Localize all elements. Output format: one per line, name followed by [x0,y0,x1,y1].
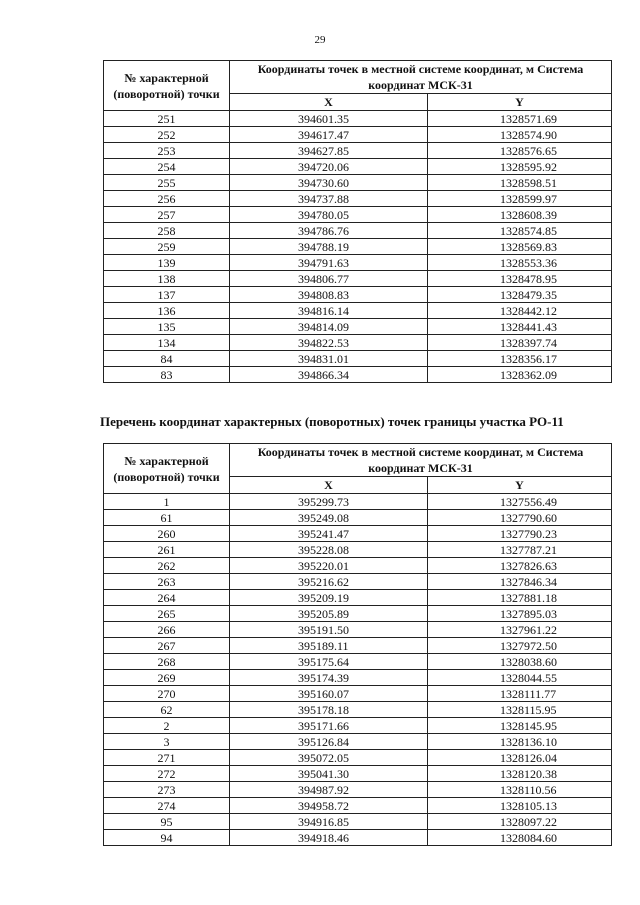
header-y: Y [428,477,612,494]
y-coordinate-cell: 1327826.63 [428,558,612,574]
y-coordinate-cell: 1327790.23 [428,526,612,542]
y-coordinate-cell: 1328574.85 [428,223,612,239]
y-coordinate-cell: 1328115.95 [428,702,612,718]
table-row [104,622,612,638]
table-row [104,367,612,383]
x-coordinate-cell: 395126.84 [230,734,428,750]
point-number-cell: 270 [104,686,230,702]
point-number-cell: 265 [104,606,230,622]
table-row [104,335,612,351]
y-coordinate-cell: 1327895.03 [428,606,612,622]
y-coordinate-cell: 1328569.83 [428,239,612,255]
x-coordinate-cell: 395041.30 [230,766,428,782]
point-number-cell: 84 [104,351,230,367]
y-coordinate-cell: 1328599.97 [428,191,612,207]
x-coordinate-cell: 395205.89 [230,606,428,622]
y-coordinate-cell: 1328441.43 [428,319,612,335]
table-row [104,782,612,798]
x-coordinate-cell: 395209.19 [230,590,428,606]
table-row [104,638,612,654]
y-coordinate-cell: 1328397.74 [428,335,612,351]
y-coordinate-cell: 1327787.21 [428,542,612,558]
y-coordinate-cell: 1328110.56 [428,782,612,798]
x-coordinate-cell: 395160.07 [230,686,428,702]
y-coordinate-cell: 1328553.36 [428,255,612,271]
point-number-cell: 138 [104,271,230,287]
y-coordinate-cell: 1328442.12 [428,303,612,319]
x-coordinate-cell: 394816.14 [230,303,428,319]
point-number-cell: 95 [104,814,230,830]
table-row [104,654,612,670]
table-row [104,686,612,702]
y-coordinate-cell: 1328105.13 [428,798,612,814]
point-number-cell: 252 [104,127,230,143]
x-coordinate-cell: 395171.66 [230,718,428,734]
y-coordinate-cell: 1327846.34 [428,574,612,590]
table-row [104,351,612,367]
header-coordinates: Координаты точек в местной системе координат, м Система координат МСК-31 [230,444,612,477]
point-number-cell: 61 [104,510,230,526]
y-coordinate-cell: 1328362.09 [428,367,612,383]
x-coordinate-cell: 394730.60 [230,175,428,191]
point-number-cell: 253 [104,143,230,159]
x-coordinate-cell: 395241.47 [230,526,428,542]
x-coordinate-cell: 394627.85 [230,143,428,159]
page-number: 29 [314,34,326,46]
x-coordinate-cell: 395189.11 [230,638,428,654]
table-row [104,255,612,271]
point-number-cell: 256 [104,191,230,207]
point-number-cell: 3 [104,734,230,750]
point-number-cell: 254 [104,159,230,175]
point-number-cell: 137 [104,287,230,303]
x-coordinate-cell: 394786.76 [230,223,428,239]
x-coordinate-cell: 394822.53 [230,335,428,351]
x-coordinate-cell: 395228.08 [230,542,428,558]
y-coordinate-cell: 1328038.60 [428,654,612,670]
x-coordinate-cell: 394617.47 [230,127,428,143]
y-coordinate-cell: 1328126.04 [428,750,612,766]
point-number-cell: 273 [104,782,230,798]
section-title: Перечень координат характерных (поворотных) точек границы участка РО-11 [100,414,564,429]
header-x: X [230,477,428,494]
point-number-cell: 139 [104,255,230,271]
y-coordinate-cell: 1328478.95 [428,271,612,287]
x-coordinate-cell: 394780.05 [230,207,428,223]
point-number-cell: 136 [104,303,230,319]
y-coordinate-cell: 1328574.90 [428,127,612,143]
y-coordinate-cell: 1328571.69 [428,111,612,127]
point-number-cell: 257 [104,207,230,223]
y-coordinate-cell: 1327556.49 [428,494,612,510]
point-number-cell: 251 [104,111,230,127]
y-coordinate-cell: 1328576.65 [428,143,612,159]
table-row [104,798,612,814]
point-number-cell: 272 [104,766,230,782]
point-number-cell: 261 [104,542,230,558]
table-row [104,574,612,590]
y-coordinate-cell: 1328097.22 [428,814,612,830]
y-coordinate-cell: 1327790.60 [428,510,612,526]
y-coordinate-cell: 1328356.17 [428,351,612,367]
x-coordinate-cell: 395174.39 [230,670,428,686]
point-number-cell: 269 [104,670,230,686]
point-number-cell: 83 [104,367,230,383]
x-coordinate-cell: 394814.09 [230,319,428,335]
y-coordinate-cell: 1328111.77 [428,686,612,702]
x-coordinate-cell: 395191.50 [230,622,428,638]
table-row [104,223,612,239]
table-row [104,303,612,319]
point-number-cell: 274 [104,798,230,814]
coordinates-table-2 [103,443,612,846]
x-coordinate-cell: 394720.06 [230,159,428,175]
header-point-number: № характерной (поворотной) точки [104,61,230,111]
header-x: X [230,94,428,111]
table-row [104,542,612,558]
table-row [104,494,612,510]
point-number-cell: 271 [104,750,230,766]
point-number-cell: 135 [104,319,230,335]
table-row [104,287,612,303]
y-coordinate-cell: 1328595.92 [428,159,612,175]
point-number-cell: 268 [104,654,230,670]
header-coordinates: Координаты точек в местной системе координат, м Система координат МСК-31 [230,61,612,94]
x-coordinate-cell: 394788.19 [230,239,428,255]
table-row [104,606,612,622]
x-coordinate-cell: 395072.05 [230,750,428,766]
x-coordinate-cell: 395175.64 [230,654,428,670]
point-number-cell: 259 [104,239,230,255]
x-coordinate-cell: 395178.18 [230,702,428,718]
point-number-cell: 1 [104,494,230,510]
table-row [104,702,612,718]
table-row [104,510,612,526]
table-row [104,558,612,574]
coordinates-table-1 [103,60,612,383]
y-coordinate-cell: 1327961.22 [428,622,612,638]
point-number-cell: 264 [104,590,230,606]
table-row [104,191,612,207]
table-row [104,718,612,734]
x-coordinate-cell: 395249.08 [230,510,428,526]
point-number-cell: 258 [104,223,230,239]
table-row [104,814,612,830]
point-number-cell: 260 [104,526,230,542]
point-number-cell: 266 [104,622,230,638]
table-row [104,670,612,686]
point-number-cell: 267 [104,638,230,654]
x-coordinate-cell: 394791.63 [230,255,428,271]
x-coordinate-cell: 395216.62 [230,574,428,590]
x-coordinate-cell: 394958.72 [230,798,428,814]
table-row [104,111,612,127]
table-row [104,830,612,846]
y-coordinate-cell: 1328120.38 [428,766,612,782]
table-row [104,319,612,335]
x-coordinate-cell: 394601.35 [230,111,428,127]
point-number-cell: 2 [104,718,230,734]
table-row [104,590,612,606]
table-row [104,159,612,175]
x-coordinate-cell: 395299.73 [230,494,428,510]
point-number-cell: 255 [104,175,230,191]
point-number-cell: 134 [104,335,230,351]
y-coordinate-cell: 1328608.39 [428,207,612,223]
point-number-cell: 62 [104,702,230,718]
point-number-cell: 262 [104,558,230,574]
table-row [104,526,612,542]
table-row [104,207,612,223]
y-coordinate-cell: 1328136.10 [428,734,612,750]
header-y: Y [428,94,612,111]
x-coordinate-cell: 394806.77 [230,271,428,287]
y-coordinate-cell: 1328598.51 [428,175,612,191]
header-point-number: № характерной (поворотной) точки [104,444,230,494]
x-coordinate-cell: 394831.01 [230,351,428,367]
x-coordinate-cell: 394808.83 [230,287,428,303]
table-row [104,734,612,750]
y-coordinate-cell: 1327972.50 [428,638,612,654]
y-coordinate-cell: 1327881.18 [428,590,612,606]
y-coordinate-cell: 1328044.55 [428,670,612,686]
point-number-cell: 94 [104,830,230,846]
y-coordinate-cell: 1328479.35 [428,287,612,303]
x-coordinate-cell: 394918.46 [230,830,428,846]
y-coordinate-cell: 1328145.95 [428,718,612,734]
table-row [104,127,612,143]
x-coordinate-cell: 394866.34 [230,367,428,383]
x-coordinate-cell: 395220.01 [230,558,428,574]
table-row [104,271,612,287]
x-coordinate-cell: 394987.92 [230,782,428,798]
x-coordinate-cell: 394737.88 [230,191,428,207]
table-row [104,766,612,782]
y-coordinate-cell: 1328084.60 [428,830,612,846]
table-row [104,175,612,191]
table-row [104,239,612,255]
x-coordinate-cell: 394916.85 [230,814,428,830]
table-row [104,143,612,159]
table-row [104,750,612,766]
point-number-cell: 263 [104,574,230,590]
